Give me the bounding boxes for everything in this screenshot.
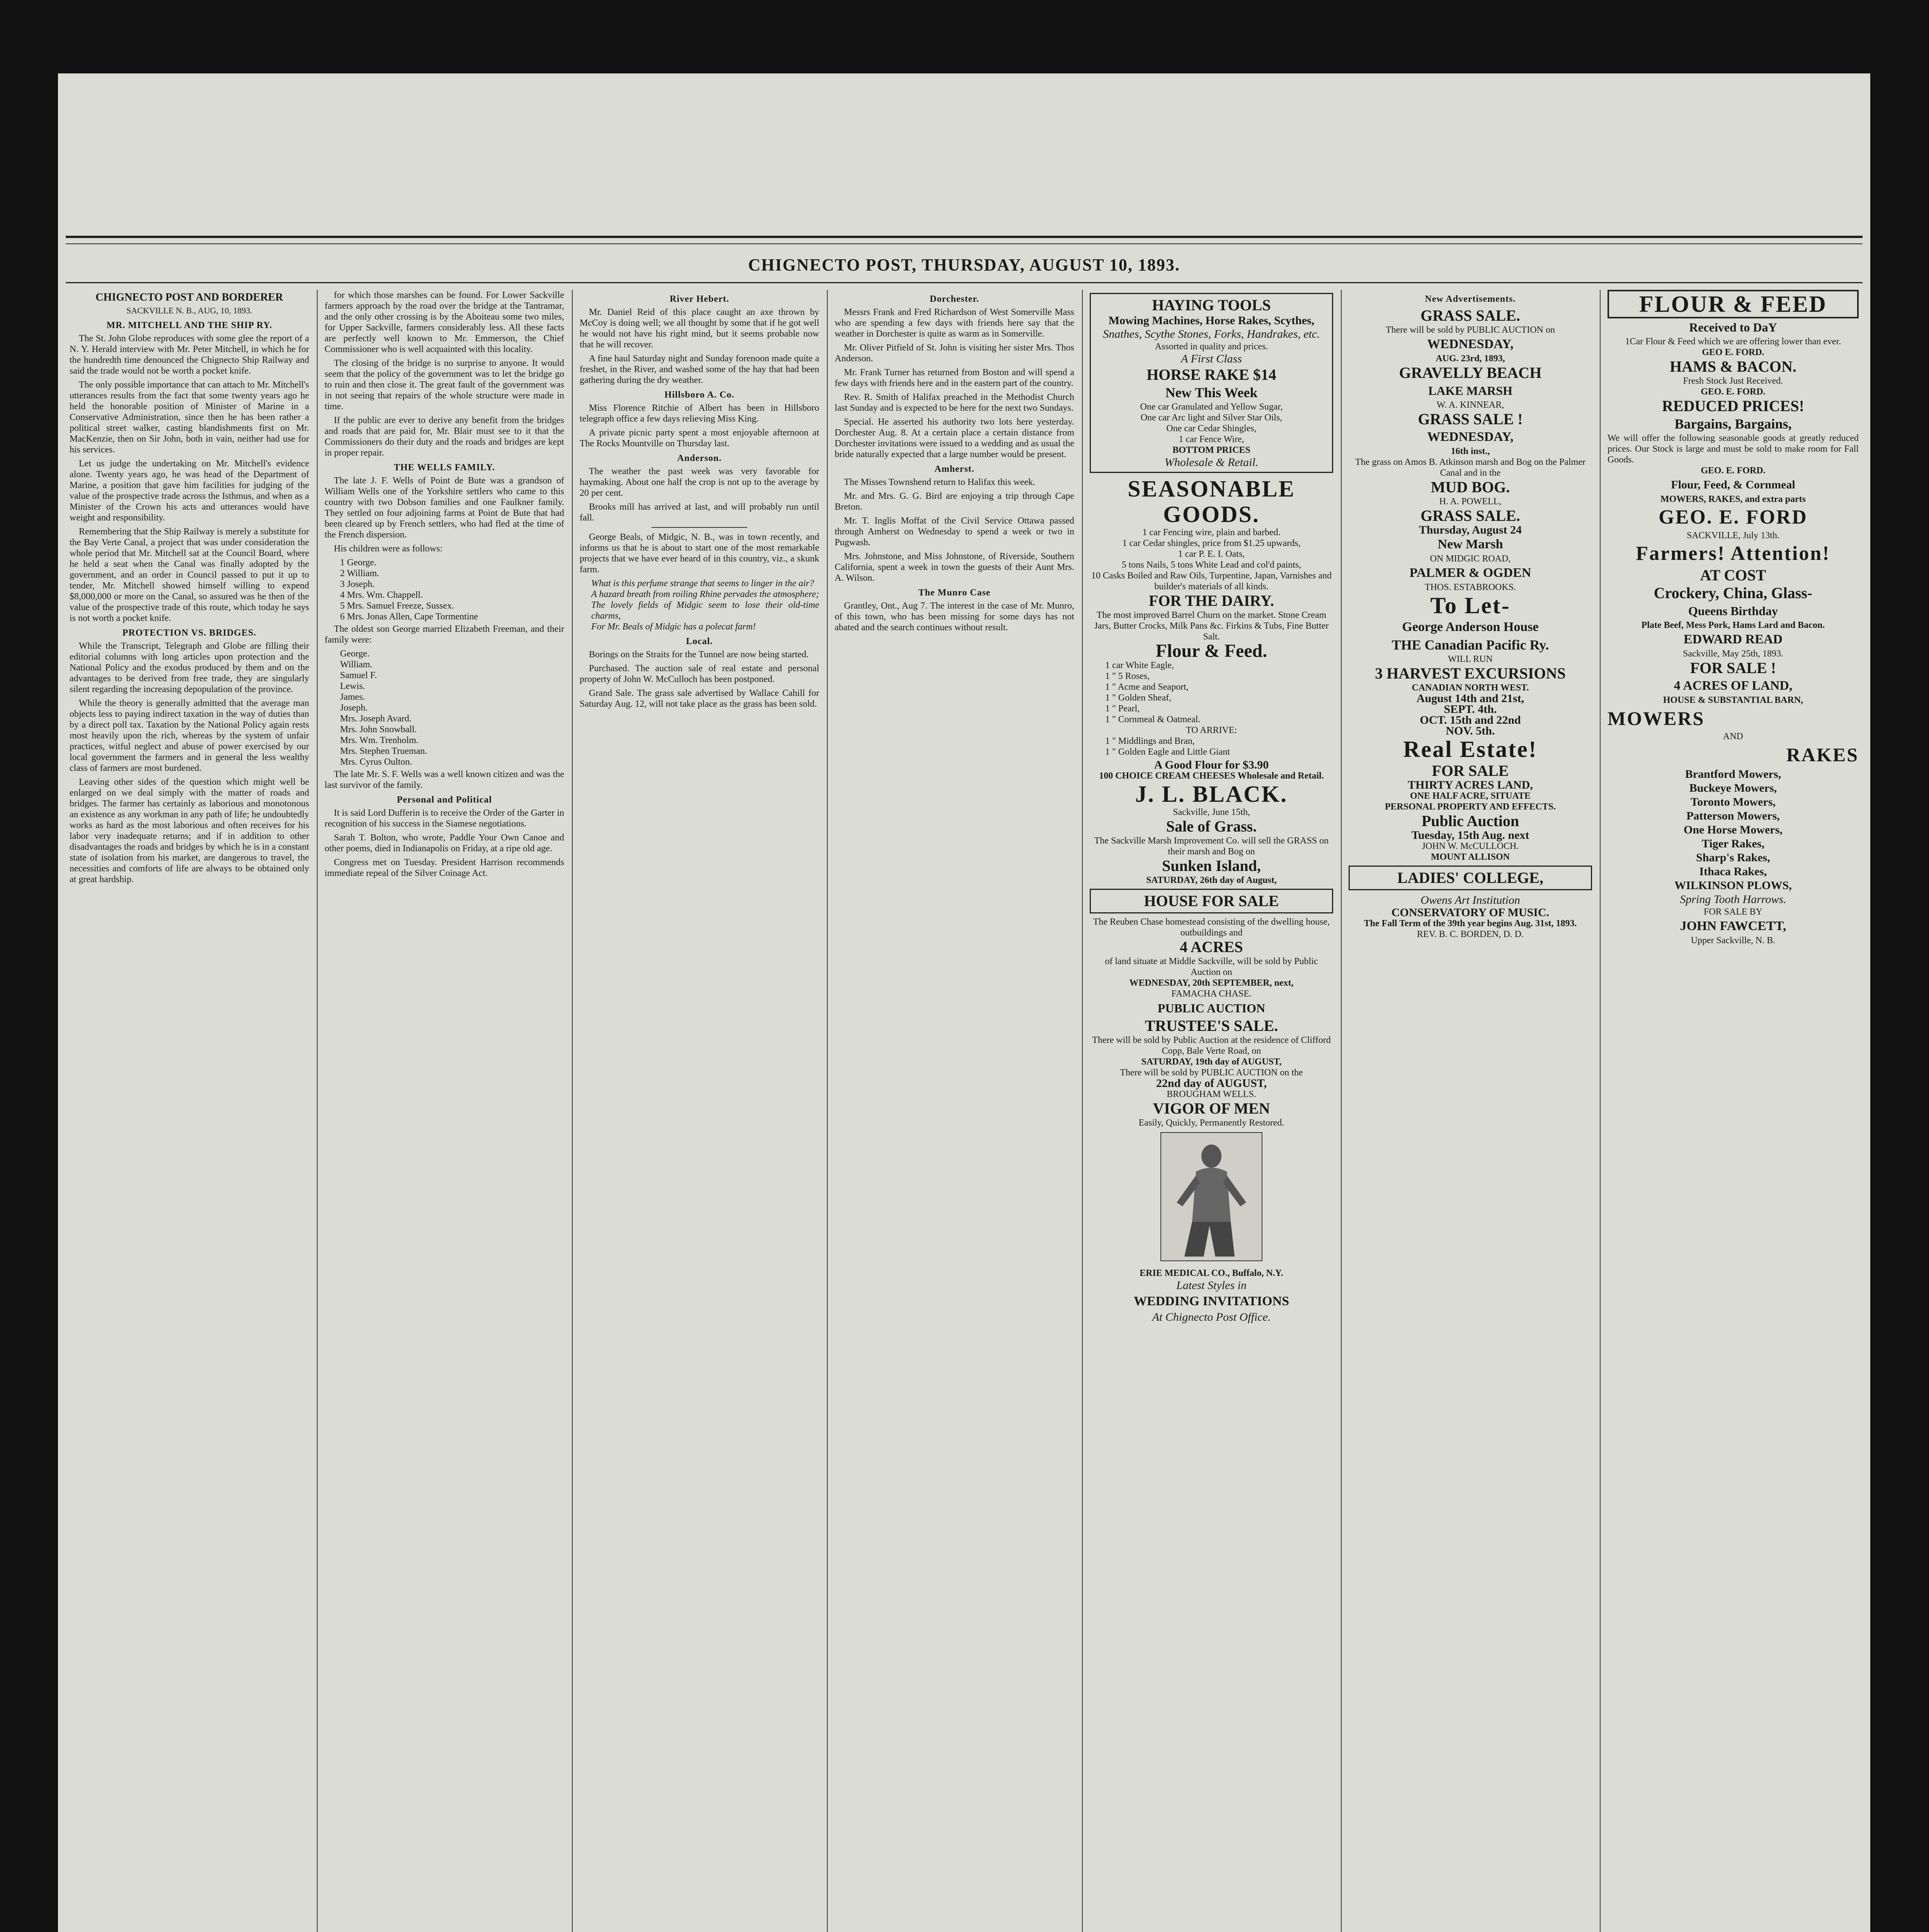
- ad-line: GEO. E. FORD.: [1701, 466, 1766, 476]
- ad-line: Snathes, Scythe Stones, Forks, Handrakes, etc.: [1103, 328, 1320, 340]
- flour-feed-headline: FLOUR & FEED: [1608, 290, 1859, 318]
- article-paragraph: Special. He asserted his authority two lots here yesterday. Dorchester Aug. 8. At a certain place a certain distance from Dorchester invitations were issued to a wedding and as usual the bride naturally expected that a large number would be present.: [835, 417, 1074, 459]
- article-paragraph: Brooks mill has arrived at last, and will probably run until fall.: [580, 502, 819, 523]
- ad-line: THIRTY ACRES LAND,: [1408, 779, 1533, 791]
- ad-line: Plate Beef, Mess Pork, Hams Lard and Bacon.: [1641, 620, 1825, 630]
- ad-line: Sharp's Rakes,: [1696, 851, 1770, 864]
- ad-headline: Farmers! Attention!: [1636, 543, 1830, 565]
- ad-line: Latest Styles in: [1176, 1279, 1247, 1292]
- ad-line: A First Class: [1181, 352, 1242, 365]
- ad-line: MOUNT ALLISON: [1431, 852, 1510, 862]
- verse-line: A hazard breath from roiling Rhine pervades the atmosphere;: [591, 589, 819, 599]
- ad-line: THOS. ESTABROOKS.: [1424, 582, 1516, 592]
- ad-headline: Sunken Island,: [1162, 857, 1261, 874]
- ad-line: Fresh Stock Just Received.: [1683, 376, 1783, 386]
- list-item: James.: [340, 692, 365, 702]
- list-item: Lewis.: [340, 681, 365, 691]
- ad-line: 1 car White Eagle,: [1105, 660, 1174, 670]
- ad-line: 100 CHOICE CREAM CHEESES Wholesale and Retail.: [1099, 771, 1324, 781]
- article-heading: THE WELLS FAMILY.: [394, 463, 495, 473]
- ad-line: TO ARRIVE:: [1186, 725, 1237, 735]
- list-item: 3 Joseph.: [340, 579, 375, 589]
- ad-line: Assorted in quality and prices.: [1155, 342, 1268, 352]
- ad-line: Owens Art Institution: [1420, 894, 1520, 906]
- column-6-ads: [1349, 290, 1592, 1932]
- article-heading: Dorchester.: [930, 294, 979, 304]
- ad-headline: 4 ACRES: [1180, 938, 1243, 956]
- ad-headline: LAKE MARSH: [1428, 384, 1512, 398]
- column-4: [835, 290, 1074, 1932]
- ad-line: WEDNESDAY, 20th SEPTEMBER, next,: [1129, 978, 1294, 988]
- ad-line: of land situate at Middle Sackville, will be sold by Public Auction on: [1105, 956, 1318, 977]
- column-rule: [572, 290, 573, 1932]
- ad-headline: Flour, Feed, & Cornmeal: [1671, 478, 1795, 491]
- ad-title: HAYING TOOLS: [1152, 296, 1271, 314]
- ad-headline: PALMER & OGDEN: [1409, 566, 1531, 580]
- ad-line: Upper Sackville, N. B.: [1691, 935, 1776, 946]
- list-item: Mrs. Cyrus Oulton.: [340, 757, 412, 767]
- ad-line: August 14th and 21st,: [1416, 692, 1524, 705]
- ad-line: SATURDAY, 26th day of August,: [1146, 875, 1277, 885]
- ad-line: 1Car Flour & Feed which we are offering lower than ever.: [1625, 337, 1841, 347]
- classical-figure-illustration: [1160, 1132, 1262, 1261]
- article-paragraph: The Misses Townshend return to Halifax this week.: [844, 477, 1036, 487]
- ad-headline: AT COST: [1700, 566, 1766, 584]
- column-rule: [1082, 290, 1083, 1932]
- ad-line: The Reuben Chase homestead consisting of the dwelling house, outbuildings and: [1093, 917, 1330, 938]
- ad-headline: Crockery, China, Glass-: [1653, 584, 1813, 602]
- column-rule: [317, 290, 318, 1932]
- article-heading: River Hebert.: [670, 294, 729, 304]
- ad-headline: HAMS & BACON.: [1670, 358, 1796, 375]
- ad-line: MOWERS, RAKES, and extra parts: [1660, 494, 1806, 504]
- ad-line: The Fall Term of the 39th year begins Aug. 31st, 1893.: [1364, 918, 1577, 929]
- ad-line: There will be sold by PUBLIC AUCTION on the: [1120, 1068, 1303, 1078]
- vigor-headline: VIGOR OF MEN: [1153, 1100, 1270, 1117]
- ad-line: 1 car Fence Wire,: [1179, 434, 1244, 444]
- article-heading: Personal and Political: [397, 795, 492, 805]
- ad-headline: PUBLIC AUCTION: [1157, 1001, 1266, 1015]
- ad-line: REV. B. C. BORDEN, D. D.: [1417, 929, 1524, 939]
- article-paragraph: It is said Lord Dufferin is to receive the Order of the Garter in recognition of his success in the Siamese negotiations.: [325, 808, 564, 829]
- ad-line: SEPT. 4th.: [1444, 703, 1497, 716]
- ad-line: OCT. 15th and 22nd: [1420, 714, 1521, 726]
- column-3: [580, 290, 819, 1932]
- ad-line: One car Cedar Shingles,: [1166, 423, 1257, 434]
- ad-line: Buckeye Mowers,: [1689, 782, 1777, 794]
- ad-line: FAMACHA CHASE.: [1171, 989, 1252, 999]
- ad-line: FOR SALE BY: [1703, 907, 1763, 917]
- list-item: Mrs. Joseph Avard.: [340, 714, 412, 724]
- section-heading: New Advertisements.: [1425, 294, 1516, 304]
- ad-line: 1 " Acme and Seaport,: [1105, 682, 1189, 692]
- ad-line: Tiger Rakes,: [1701, 837, 1765, 850]
- article-paragraph: Purchased. The auction sale of real estate and personal property of John W. McCulloch has been postponed.: [580, 663, 819, 684]
- ad-line: The grass on Amos B. Atkinson marsh and Bog on the Palmer Canal and in the: [1355, 457, 1585, 478]
- column-5-ads: [1090, 290, 1333, 1932]
- ad-line: H. A. POWELL,: [1439, 497, 1502, 507]
- article-heading: Amherst.: [934, 464, 975, 474]
- ad-line: JOHN W. McCULLOCH.: [1422, 841, 1519, 851]
- article-paragraph: Mrs. Johnstone, and Miss Johnstone, of Riverside, Southern California, spent a week in town the guests of their Aunt Mrs. A. Wilson.: [835, 551, 1074, 583]
- ad-line: 1 car Cedar shingles, price from $1.25 upwards,: [1122, 538, 1301, 548]
- ad-line: The Sackville Marsh Improvement Co. will sell the GRASS on their marsh and Bog on: [1094, 836, 1329, 857]
- ad-line: We will offer the following seasonable goods at greatly reduced prices. Our Stock is large and must be sold to make room for Fall Goods.: [1608, 433, 1859, 465]
- ad-line: The most improved Barrel Churn on the market. Stone Cream Jars, Butter Crocks, Milk Pans &c. Firkins & Tubs, Fine Butter Salt.: [1094, 610, 1329, 642]
- article-paragraph: While the theory is generally admitted that the average man objects less to paying indirect taxation in the way of duties than by a direct poll tax. Taxation by the National Policy again rests most heavily upon the rich, whereas by the system of unfair practices, witful neglect and abuse of power exercised by our local government the farmers and in general the less wealthy class of farmers are most burdened.: [70, 698, 309, 773]
- list-item: 5 Mrs. Samuel Freeze, Sussex.: [340, 601, 454, 611]
- article-paragraph: Mr. T. Inglis Moffat of the Civil Service Ottawa passed through Amherst on Wednesday to spend a week or two in Pugwash.: [835, 516, 1074, 548]
- ad-headline: Real Estate!: [1403, 736, 1538, 762]
- ad-headline: TRUSTEE'S SALE.: [1145, 1017, 1278, 1034]
- article-paragraph: Mr. Oliver Pitfield of St. John is visiting her sister Mrs. Thos Anderson.: [835, 343, 1074, 364]
- article-paragraph: Messrs Frank and Fred Richardson of West Somerville Mass who are spending a few days with friends here say that the weather in Dorchester is quite as warm as in Somerville.: [835, 307, 1074, 339]
- ad-headline: MOWERS: [1608, 707, 1705, 729]
- ad-line: Spring Tooth Harrows.: [1680, 893, 1786, 906]
- ad-headline: Sale of Grass.: [1166, 818, 1257, 835]
- ad-line: 5 tons Nails, 5 tons White Lead and col'd paints,: [1121, 560, 1301, 570]
- top-rule: [66, 236, 1863, 238]
- article-paragraph: The oldest son George married Elizabeth Freeman, and their family were:: [325, 624, 564, 645]
- ad-line: Sackville, May 25th, 1893.: [1683, 649, 1783, 659]
- article-heading: Local.: [686, 636, 713, 646]
- ad-line: Easily, Quickly, Permanently Restored.: [1138, 1118, 1284, 1128]
- article-paragraph: While the Transcript, Telegraph and Globe are filling their editorial columns with long articles upon protection and the National Policy and the exodus produced by them and on the advantages to be derived from free trade, they are singularly silent regarding the increasing depopulation of the province.: [70, 641, 309, 694]
- ad-headline: FOR SALE !: [1690, 659, 1776, 677]
- ad-line: Ithaca Rakes,: [1699, 865, 1767, 878]
- ad-line: AUG. 23rd, 1893,: [1436, 354, 1505, 364]
- ad-line: CANADIAN NORTH WEST.: [1412, 683, 1529, 693]
- ad-headline: New Marsh: [1437, 537, 1503, 551]
- article-heading: Hillsboro A. Co.: [664, 390, 735, 400]
- ad-line: 16th inst.,: [1451, 446, 1490, 456]
- list-item: 2 William.: [340, 568, 379, 578]
- ad-headline: FOR SALE: [1432, 762, 1509, 779]
- ad-line: Wholesale & Retail.: [1164, 456, 1259, 469]
- ad-line: AND: [1723, 731, 1743, 742]
- ad-line: 1 " Pearl,: [1105, 704, 1140, 714]
- ad-headline: WEDNESDAY,: [1427, 430, 1514, 444]
- ad-headline: RAKES: [1786, 744, 1859, 765]
- article-paragraph: Grand Sale. The grass sale advertised by Wallace Cahill for Saturday Aug. 12, will not take place as the grass has been sold.: [580, 688, 819, 709]
- ad-headline: HORSE RAKE $14: [1147, 366, 1276, 383]
- column-rule: [1600, 290, 1601, 1932]
- ad-headline: GRASS SALE !: [1418, 410, 1523, 428]
- ad-headline: LADIES' COLLEGE,: [1349, 866, 1592, 890]
- advertiser-name: JOHN FAWCETT,: [1680, 919, 1786, 933]
- top-rule-thin: [66, 243, 1863, 244]
- masthead-rule: [66, 282, 1863, 283]
- ad-line: Mowing Machines, Horse Rakes, Scythes,: [1108, 314, 1315, 327]
- article-paragraph: A private picnic party spent a most enjoyable afternoon at The Rocks Mountville on Thursday last.: [580, 428, 819, 449]
- separator: [652, 527, 747, 528]
- family-list: [325, 648, 564, 767]
- article-paragraph: Mr. and Mrs. G. G. Bird are enjoying a trip through Cape Breton.: [835, 491, 1074, 512]
- ad-line: Tuesday, 15th Aug. next: [1411, 829, 1529, 842]
- article-paragraph: Let us judge the undertaking on Mr. Mitchell's evidence alone. Twenty years ago, he was head of the Department of Marine, a position that gave him facilities for judging of the value of the prospective trade across the Isthmus, and when as a Minister of the Crown his acts and utterances would have weight and responsibility.: [70, 459, 309, 523]
- children-list: [325, 557, 564, 622]
- ad-line: ONE HALF ACRE, SITUATE: [1410, 791, 1531, 801]
- ad-line: BROUGHAM WELLS.: [1167, 1089, 1256, 1099]
- list-item: 1 George.: [340, 558, 377, 568]
- ad-line: 1 " 5 Roses,: [1105, 671, 1150, 681]
- column-1: [70, 290, 309, 1932]
- article-heading: The Munro Case: [918, 588, 991, 598]
- ad-line: BOTTOM PRICES: [1172, 445, 1250, 455]
- ad-headline: GRAVELLY BEACH: [1399, 364, 1542, 381]
- ad-line: CONSERVATORY OF MUSIC.: [1391, 906, 1550, 919]
- ad-line: ERIE MEDICAL CO., Buffalo, N.Y.: [1140, 1268, 1283, 1278]
- ad-line: There will be sold by Public Auction at the residence of Clifford Copp, Bale Verte Road, on: [1092, 1035, 1331, 1056]
- article-paragraph: Miss Florence Ritchie of Albert has been in Hillsboro telegraph office a few days relieving Miss King.: [580, 403, 819, 424]
- article-heading: PROTECTION VS. BRIDGES.: [122, 628, 257, 638]
- list-item: William.: [340, 660, 373, 670]
- ad-line: At Chignecto Post Office.: [1152, 1311, 1271, 1323]
- ad-headline: Flour & Feed.: [1155, 641, 1267, 661]
- article-paragraph: Remembering that the Ship Railway is merely a substitute for the Bay Verte Canal, a project that was under consideration the whole period that Mr. Mitchell sat at the Council Board, where he held a seat when the Canal was finally adopted by the government, and an order in Council passed to put it up to tender, Mr. Mitchell showed himself willing to expend $8,000,000 or more on the Canal, so assured was he then of the value of the prospective trade of this route, which today he says is not worth a pocket knife.: [70, 527, 309, 623]
- ad-line: W. A. KINNEAR,: [1436, 400, 1504, 410]
- ad-line: One car Granulated and Yellow Sugar,: [1140, 402, 1283, 412]
- ad-line: SACKVILLE, July 13th.: [1687, 531, 1779, 541]
- advertiser-name: GEO. E. FORD: [1659, 506, 1808, 528]
- paper-title: CHIGNECTO POST AND BORDERER: [95, 291, 283, 303]
- list-item: Mrs. Wm. Trenholm.: [340, 735, 418, 745]
- seasonable-goods-headline: SEASONABLE GOODS.: [1128, 476, 1295, 527]
- verse-line: What is this perfume strange that seems to linger in the air?: [591, 578, 814, 588]
- ad-headline: Public Auction: [1421, 812, 1519, 830]
- ad-line: GEO. E. FORD.: [1701, 387, 1766, 397]
- ad-headline: WEDDING INVITATIONS: [1133, 1294, 1289, 1308]
- ad-headline: Received to DaY: [1689, 320, 1777, 334]
- ad-headline: REDUCED PRICES!: [1662, 397, 1804, 415]
- dateline: SACKVILLE N. B., AUG, 10, 1893.: [126, 306, 252, 315]
- list-item: George.: [340, 649, 370, 659]
- ad-line: A Good Flour for $3.90: [1154, 759, 1269, 771]
- article-paragraph: Rev. R. Smith of Halifax preached in the Methodist Church last Sunday and is expected to be here for the next two Sundays.: [835, 392, 1074, 413]
- list-item: Mrs. Stephen Trueman.: [340, 746, 427, 756]
- verse: [580, 578, 819, 632]
- ad-line: WILKINSON PLOWS,: [1674, 879, 1792, 892]
- verse-line: For Mr. Beals of Midgic has a polecat farm!: [591, 622, 756, 632]
- column-7-ads: [1608, 290, 1859, 1932]
- advertiser-name: J. L. BLACK.: [1135, 781, 1288, 807]
- article-paragraph: The only possible importance that can attach to Mr. Mitchell's utterances results from the fact that some twenty years ago he held the honorable position of Minister of Marine in a Conservative Administration, since then he has been rather a political street walker, casting blandishments first on Mr. MacKenzie, then on Sir John, both in vain, neither had use for his services.: [70, 380, 309, 455]
- ad-line: There will be sold by PUBLIC AUCTION on: [1386, 325, 1555, 335]
- house-for-sale-headline: HOUSE FOR SALE: [1090, 889, 1333, 913]
- ad-line: 1 " Golden Sheaf,: [1105, 693, 1172, 703]
- ad-line: 1 " Middlings and Bran,: [1105, 736, 1195, 746]
- ad-line: ON MIDGIC ROAD,: [1430, 554, 1511, 564]
- ad-headline: EDWARD READ: [1684, 632, 1783, 646]
- article-paragraph: The St. John Globe reproduces with some glee the report of a N. Y. Herald interview with Mr. Peter Mitchell, in which he for the hundredth time denounced the Chignecto Ship Railway and said the trade would not be worth a pocket knife.: [70, 333, 309, 376]
- article-paragraph: Grantley, Ont., Aug 7. The interest in the case of Mr. Munro, of this town, who has been missing for some days has not abated and the search continues without result.: [835, 601, 1074, 633]
- ad-headline: New This Week: [1165, 385, 1258, 400]
- list-item: Mrs. John Snowball.: [340, 724, 417, 735]
- article-paragraph: The weather the past week was very favorable for haymaking. About one half the crop is not up to the average by 20 per cent.: [580, 466, 819, 498]
- article-paragraph: Sarah T. Bolton, who wrote, Paddle Your Own Canoe and other poems, died in Indianapolis on Friday, at a ripe old age.: [325, 833, 564, 854]
- ad-line: GEO E. FORD.: [1702, 347, 1764, 357]
- ad-headline: GRASS SALE.: [1420, 307, 1520, 324]
- ad-line: 22nd day of AUGUST,: [1156, 1077, 1267, 1090]
- masthead: CHIGNECTO POST, THURSDAY, AUGUST 10, 1893.: [748, 255, 1180, 274]
- column-rule: [1341, 290, 1342, 1932]
- article-paragraph: The late Mr. S. F. Wells was a well known citizen and was the last survivor of the family.: [325, 769, 564, 790]
- ad-headline: 3 HARVEST EXCURSIONS: [1375, 665, 1566, 682]
- article-paragraph: Leaving other sides of the question which might well be enlarged on we deal simply with the matter of roads and bridges. The farmer has certainly as laborious and monotonous an existence as any workman in any path of life; he undoubtedly works as hard as the most laborious and often receives for his labor very inadequate returns; and if in addition to other disadvantages the roads and bridges by which he is in a constant state of isolation from his market, are dangerous to travel, the necessities and comforts of life are always to be obtained only at great hardship.: [70, 777, 309, 884]
- ad-line: HOUSE & SUBSTANTIAL BARN,: [1663, 695, 1803, 705]
- verse-line: The lovely fields of Midgic seem to lose their old-time charms,: [591, 600, 819, 621]
- list-item: 4 Mrs. Wm. Chappell.: [340, 590, 423, 600]
- ad-headline: 4 ACRES OF LAND,: [1674, 679, 1793, 693]
- list-item: Joseph.: [340, 703, 368, 713]
- article-paragraph: If the public are ever to derive any benefit from the bridges and roads that are paid for, Mr. Blair must see to it that the Commissioners do their duty and the roads and bridges are kept in proper repair.: [325, 415, 564, 458]
- ad-headline: To Let-: [1430, 593, 1511, 618]
- ad-headline: GRASS SALE.: [1420, 507, 1520, 524]
- ad-line: SATURDAY, 19th day of AUGUST,: [1141, 1057, 1282, 1067]
- article-paragraph: A fine haul Saturday night and Sunday forenoon made quite a freshet, in the River, and washed some of the hay that had been gathering during the dry weather.: [580, 354, 819, 385]
- ad-line: 10 Casks Boiled and Raw Oils, Turpentine, Japan, Varnishes and builder's materials of all kinds.: [1091, 571, 1332, 592]
- newspaper-page: [58, 73, 1870, 1932]
- article-paragraph: Mr. Daniel Reid of this place caught an axe thrown by McCoy is doing well; we all thought by some that if he got well he would not have his right mind, but it seems probable now that he will recover.: [580, 307, 819, 350]
- article-heading: MR. MITCHELL AND THE SHIP RY.: [106, 320, 272, 330]
- ad-headline: Bargains, Bargains,: [1674, 416, 1792, 432]
- ad-line: Toronto Mowers,: [1691, 796, 1776, 808]
- ad-line: NOV. 5th.: [1446, 724, 1495, 737]
- article-paragraph: Mr. Frank Turner has returned from Boston and will spend a few days with friends here and in the eastern part of the country.: [835, 367, 1074, 388]
- article-paragraph: George Beals, of Midgic, N. B., was in town recently, and informs us that he is about to start one of the most remarkable projects that we have ever heard of in this country, viz., a skunk farm.: [580, 532, 819, 575]
- article-paragraph: for which those marshes can be found. For Lower Sackville farmers approach by the road over the bridge at the Tantramar, and the only other crossing is by the Aboiteau some two miles, for Upper Sackville, farmers considerably less. All these facts are perfectly well known to Mr. Emmerson, the Chief Commissioner who is well acquainted with this locality.: [325, 290, 564, 354]
- article-paragraph: Congress met on Tuesday. President Harrison recommends immediate repeal of the Silver Coinage Act.: [325, 857, 564, 878]
- column-rule: [827, 290, 828, 1932]
- ad-line: One Horse Mowers,: [1684, 823, 1783, 836]
- article-paragraph: The closing of the bridge is no surprise to anyone. It would seem that the policy of the government was to let the bridge go to ruin and then close it. The great fault of the government was in not seeing that repairs of the whole structure were made in time.: [325, 358, 564, 412]
- ad-headline: George Anderson House: [1402, 620, 1539, 634]
- ad-line: 1 " Cornmeal & Oatmeal.: [1105, 714, 1201, 724]
- column-2: [325, 290, 564, 1932]
- haying-tools-ad: [1090, 293, 1333, 473]
- ad-line: Sackville, June 15th,: [1173, 807, 1250, 817]
- article-paragraph: His children were as follows:: [334, 544, 443, 554]
- ad-headline: FOR THE DAIRY.: [1148, 592, 1274, 609]
- ad-line: 1 car P. E. I. Oats,: [1178, 549, 1245, 559]
- ad-headline: MUD BOG.: [1431, 478, 1510, 496]
- ad-line: One car Arc light and Silver Star Oils,: [1140, 413, 1283, 423]
- article-paragraph: Borings on the Straits for the Tunnel are now being started.: [589, 650, 809, 660]
- ad-line: PERSONAL PROPERTY AND EFFECTS.: [1385, 802, 1556, 812]
- list-item: Samuel F.: [340, 670, 377, 680]
- ad-line: 1 " Golden Eagle and Little Giant: [1105, 747, 1230, 757]
- ad-line: WILL RUN: [1448, 654, 1493, 664]
- article-paragraph: The late J. F. Wells of Point de Bute was a grandson of William Wells one of the Yorkshire settlers who came to this country with two Dobson families and one Faulkner family. They settled on four adjoining farms at Point de Bute that had been cleared up by French settlers, who had fled at the time of the French dispersion.: [325, 476, 564, 540]
- ad-headline: Queens Birthday: [1688, 604, 1778, 618]
- article-heading: Anderson.: [677, 453, 722, 463]
- ad-line: Brantford Mowers,: [1685, 768, 1781, 781]
- ad-headline: WEDNESDAY,: [1427, 337, 1514, 351]
- list-item: 6 Mrs. Jonas Allen, Cape Tormentine: [340, 612, 478, 622]
- ad-line: 1 car Fencing wire, plain and barbed.: [1142, 527, 1281, 537]
- ad-line: Thursday, August 24: [1419, 524, 1522, 536]
- ad-line: Patterson Mowers,: [1686, 810, 1780, 822]
- ad-headline: THE Canadian Pacific Ry.: [1391, 637, 1549, 653]
